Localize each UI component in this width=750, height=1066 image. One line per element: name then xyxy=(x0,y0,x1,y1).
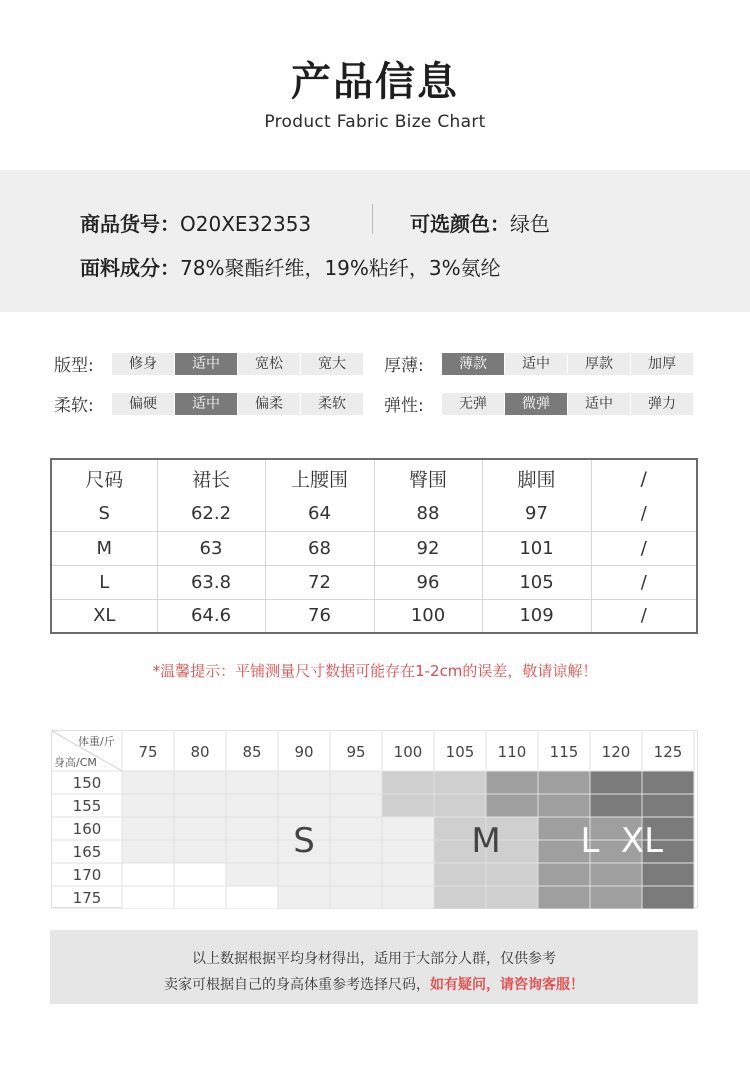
footer-line2-highlight: 如有疑问，请咨询客服！ xyxy=(430,977,584,993)
weight-tick-label: 85 xyxy=(242,743,262,761)
attr-fit-option: 宽大 xyxy=(301,353,363,375)
table-row xyxy=(51,565,697,599)
chart-cell xyxy=(382,840,434,863)
weight-tick-label: 90 xyxy=(294,743,314,761)
attr-fit-option-selected: 适中 xyxy=(175,353,237,375)
weight-tick-label: 100 xyxy=(393,743,423,761)
color-label: 可选颜色： xyxy=(410,212,510,236)
attr-elasticity-option-selected: 微弹 xyxy=(505,393,567,415)
chart-cell xyxy=(486,886,538,909)
chart-cell xyxy=(174,817,226,840)
chart-cell xyxy=(538,886,590,909)
header-cell: 脚围 xyxy=(482,459,591,497)
attr-thickness-option: 厚款 xyxy=(568,353,630,375)
measurement-note: *温馨提示：平铺测量尺寸数据可能存在1-2cm的误差，敬请谅解！ xyxy=(152,662,598,680)
attr-elasticity-label: 弹性: xyxy=(384,396,424,416)
sku-value: O20XE32353 xyxy=(180,212,312,236)
chart-cell xyxy=(382,817,434,840)
corner-weight-label: 体重/斤 xyxy=(78,735,115,748)
header-cell: / xyxy=(640,467,647,490)
chart-cell xyxy=(226,863,278,886)
chart-cell xyxy=(174,771,226,794)
table-cell: / xyxy=(591,565,697,599)
table-cell: 92 xyxy=(374,531,482,565)
size-region-label: S xyxy=(293,821,315,861)
info-divider xyxy=(372,204,373,234)
chart-cell xyxy=(382,771,434,794)
size-region-label: L xyxy=(580,821,600,861)
chart-cell xyxy=(590,794,642,817)
table-row xyxy=(51,497,697,531)
chart-cell xyxy=(642,886,694,909)
chart-cell xyxy=(434,771,486,794)
attr-softness-option: 偏硬 xyxy=(112,393,174,415)
footer-note xyxy=(50,930,698,1004)
attr-thickness-option-selected: 薄款 xyxy=(442,353,504,375)
attr-fit-option: 修身 xyxy=(112,353,174,375)
title-block xyxy=(0,58,750,132)
height-tick-label: 160 xyxy=(72,820,102,838)
attr-thickness-label: 厚薄: xyxy=(384,356,424,376)
chart-cell xyxy=(278,886,330,909)
table-cell: M xyxy=(51,531,157,565)
table-cell: 64.6 xyxy=(157,599,265,633)
fabric-value: 78%聚酯纤维，19%粘纤，3%氨纶 xyxy=(180,256,501,280)
chart-cell xyxy=(538,794,590,817)
height-tick-label: 175 xyxy=(72,889,102,907)
chart-cell xyxy=(434,886,486,909)
table-cell: 64 xyxy=(265,497,374,531)
chart-cell xyxy=(174,840,226,863)
table-cell: 105 xyxy=(482,565,591,599)
product-info-band xyxy=(0,170,750,312)
chart-cell xyxy=(174,886,226,909)
chart-cell xyxy=(590,886,642,909)
table-cell: 100 xyxy=(374,599,482,633)
table-cell: 96 xyxy=(374,565,482,599)
page-subtitle: Product Fabric Bize Chart xyxy=(264,112,486,132)
chart-cell xyxy=(330,794,382,817)
size-table xyxy=(50,458,698,634)
table-row xyxy=(51,531,697,565)
size-recommendation-chart xyxy=(51,730,698,908)
table-cell: 88 xyxy=(374,497,482,531)
chart-cell xyxy=(486,863,538,886)
attr-elasticity-option: 弹力 xyxy=(631,393,693,415)
attr-softness-option: 偏柔 xyxy=(238,393,300,415)
chart-cell xyxy=(434,794,486,817)
chart-cell xyxy=(642,771,694,794)
table-cell: 62.2 xyxy=(157,497,265,531)
height-tick-label: 165 xyxy=(72,843,102,861)
table-cell: / xyxy=(640,605,647,627)
height-tick-label: 155 xyxy=(72,797,102,815)
attr-thickness-option: 适中 xyxy=(505,353,567,375)
attr-thickness xyxy=(384,351,694,376)
table-cell: XL xyxy=(51,599,157,633)
size-chart-svg xyxy=(52,731,699,909)
chart-cell xyxy=(330,886,382,909)
table-row xyxy=(51,599,697,633)
attr-elasticity-option: 无弹 xyxy=(442,393,504,415)
header-cell: 上腰围 xyxy=(265,459,374,497)
chart-cell xyxy=(642,863,694,886)
chart-cell xyxy=(382,863,434,886)
weight-tick-label: 75 xyxy=(138,743,158,761)
chart-cell xyxy=(174,794,226,817)
chart-cell xyxy=(382,794,434,817)
height-tick-label: 150 xyxy=(72,774,102,792)
table-cell: / xyxy=(591,497,697,531)
chart-cell xyxy=(330,840,382,863)
weight-tick-label: 105 xyxy=(445,743,475,761)
chart-cell xyxy=(278,863,330,886)
chart-cell xyxy=(278,771,330,794)
chart-cell xyxy=(174,863,226,886)
chart-cell xyxy=(642,794,694,817)
table-cell: L xyxy=(51,565,157,599)
size-region-label: XL xyxy=(620,821,664,861)
footer-line1: 以上数据根据平均身材得出，适用于大部分人群，仅供参考 xyxy=(192,951,556,967)
weight-tick-label: 120 xyxy=(601,743,631,761)
page-title: 产品信息 xyxy=(291,59,459,105)
fabric-label: 面料成分： xyxy=(80,256,180,280)
height-tick-label: 170 xyxy=(72,866,102,884)
chart-cell xyxy=(434,863,486,886)
chart-cell xyxy=(226,817,278,840)
table-cell: 72 xyxy=(265,565,374,599)
chart-cell xyxy=(122,771,174,794)
weight-tick-label: 115 xyxy=(549,743,579,761)
fabric-row xyxy=(80,252,501,281)
header-cell: 尺码 xyxy=(51,459,157,497)
attr-fit xyxy=(54,351,364,376)
table-cell: 68 xyxy=(265,531,374,565)
chart-cell xyxy=(486,771,538,794)
table-cell: 109 xyxy=(482,599,591,633)
sku-label: 商品货号： xyxy=(80,212,180,236)
table-cell: 63.8 xyxy=(157,565,265,599)
chart-cell xyxy=(226,771,278,794)
header-cell: 裙长 xyxy=(157,459,265,497)
color-value: 绿色 xyxy=(510,212,550,236)
chart-cell xyxy=(330,771,382,794)
table-cell: 76 xyxy=(265,599,374,633)
header-cell: 臀围 xyxy=(374,459,482,497)
attr-elasticity xyxy=(384,391,694,416)
chart-cell xyxy=(122,817,174,840)
attr-softness-option-selected: 适中 xyxy=(175,393,237,415)
attr-thickness-option: 加厚 xyxy=(631,353,693,375)
corner-height-label: 身高/CM xyxy=(54,756,97,769)
weight-tick-label: 125 xyxy=(653,743,683,761)
chart-cell xyxy=(590,771,642,794)
size-region-label: M xyxy=(471,821,501,861)
attr-softness xyxy=(54,391,364,416)
chart-cell xyxy=(226,840,278,863)
size-table-header xyxy=(51,459,697,497)
chart-cell xyxy=(486,794,538,817)
chart-cell xyxy=(226,886,278,909)
chart-cell xyxy=(122,886,174,909)
chart-cell xyxy=(538,771,590,794)
weight-tick-label: 95 xyxy=(346,743,366,761)
footer-line2 xyxy=(50,974,698,994)
sku-row xyxy=(80,208,311,237)
footer-line2-text: 卖家可根据自己的身高体重参考选择尺码， xyxy=(164,977,430,993)
attr-fit-option: 宽松 xyxy=(238,353,300,375)
weight-tick-label: 80 xyxy=(190,743,210,761)
chart-cell xyxy=(538,863,590,886)
table-cell: S xyxy=(51,497,157,531)
attr-softness-option: 柔软 xyxy=(301,393,363,415)
color-row xyxy=(410,208,550,237)
chart-cell xyxy=(330,863,382,886)
chart-cell xyxy=(226,794,278,817)
table-cell: 97 xyxy=(482,497,591,531)
chart-cell xyxy=(330,817,382,840)
chart-cell xyxy=(590,863,642,886)
chart-cell xyxy=(278,794,330,817)
chart-cell xyxy=(382,886,434,909)
attr-elasticity-option: 适中 xyxy=(568,393,630,415)
weight-tick-label: 110 xyxy=(497,743,527,761)
chart-cell xyxy=(122,840,174,863)
table-cell: 63 xyxy=(157,531,265,565)
table-cell: 101 xyxy=(482,531,591,565)
attr-softness-label: 柔软: xyxy=(54,396,94,416)
table-cell: / xyxy=(591,531,697,565)
chart-cell xyxy=(122,863,174,886)
attr-fit-label: 版型: xyxy=(54,356,94,376)
chart-cell xyxy=(122,794,174,817)
